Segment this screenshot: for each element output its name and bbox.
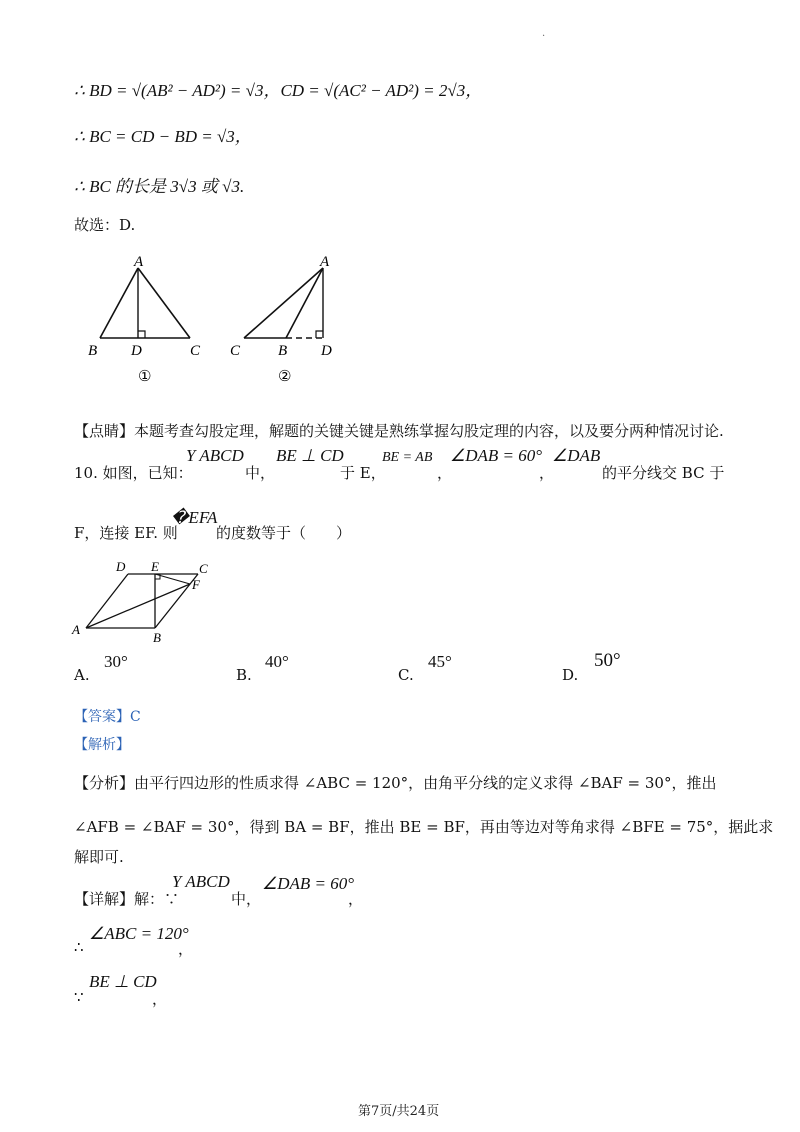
option-b-letter: B.	[236, 666, 252, 684]
fig3-label-e: E	[151, 559, 159, 574]
fig2-caption: ②	[278, 367, 292, 385]
q10-yu-e: 于 E，	[340, 464, 386, 482]
dianjing-note: 【点睛】本题考查勾股定理，解题的关键关键是熟练掌握勾股定理的内容，以及要分两种情况讨论.	[74, 422, 724, 440]
option-d-value: 50°	[594, 650, 621, 671]
fig1-label-b: B	[88, 343, 98, 359]
fenxi-line-1: 【分析】由平行四边形的性质求得 ∠ABC = 120°，由角平分线的定义求得 ∠BAF = 30°，推出	[74, 774, 717, 792]
fig3-label-b: B	[153, 630, 161, 645]
header-mark: .	[542, 28, 546, 39]
line-bc: ∴ BC = CD − BD = √3，	[74, 127, 252, 146]
q10-angle-efa: �EFA	[171, 508, 218, 527]
fenxi-line-3: 解即可.	[74, 848, 124, 866]
q10-angle-dab: ∠DAB = 60°	[450, 446, 543, 465]
analysis-tag: 【解析】	[74, 737, 130, 753]
fig3-label-a: A	[72, 622, 80, 637]
fig1-caption: ①	[138, 367, 152, 385]
q10-angle-dab-2: ∠DAB	[552, 446, 601, 465]
option-d-letter: D.	[562, 666, 579, 684]
xiangjie-be-perp-cd: BE ⊥ CD	[89, 972, 157, 991]
q10-line2-c: 的度数等于（ ）	[216, 524, 352, 542]
line-choose-d: 故选：D.	[74, 216, 136, 234]
fenxi-line-2: ∠AFB = ∠BAF = 30°，得到 BA = BF，推出 BE = BF，再由等边对等角求得 ∠BFE = 75°，据此求	[74, 818, 774, 836]
fig2-label-a: A	[320, 254, 330, 270]
triangle-figure-1	[80, 252, 220, 387]
q10-line2-a: F，连接 EF. 则	[74, 524, 178, 542]
xiangjie-angle-dab: ∠DAB = 60°	[262, 874, 355, 893]
xiangjie-comma: ，	[348, 890, 364, 908]
q10-prefix: 10. 如图，已知：	[74, 464, 193, 482]
fig2-label-d: D	[321, 343, 332, 359]
triangle-figure-2	[226, 252, 356, 387]
option-a-value: 30°	[104, 652, 128, 671]
option-a-letter: A.	[74, 666, 90, 684]
fig1-label-a: A	[134, 254, 144, 270]
therefore-symbol: ∴	[74, 938, 84, 956]
xiangjie-comma-3: ，	[152, 990, 168, 1008]
fig2-label-c: C	[230, 343, 241, 359]
option-c-letter: C.	[398, 666, 414, 684]
option-b-value: 40°	[265, 652, 289, 671]
q10-be-perp-cd: BE ⊥ CD	[276, 446, 344, 465]
because-symbol: ∵	[74, 988, 84, 1006]
parallelogram-figure	[70, 558, 230, 648]
fig1-label-c: C	[190, 343, 201, 359]
fig3-label-c: C	[199, 561, 208, 576]
q10-be-ab: BE = AB	[382, 450, 433, 465]
xiangjie-comma-2: ，	[178, 940, 194, 958]
q10-bisector: 的平分线交 BC 于	[602, 464, 725, 482]
q10-zhong: 中，	[245, 464, 276, 482]
option-c-value: 45°	[428, 652, 452, 671]
fig3-label-f: F	[192, 577, 200, 592]
q10-parallelogram: Y ABCD	[186, 446, 244, 465]
q10-comma-2: ，	[539, 464, 555, 482]
xiangjie-zhong: 中，	[231, 890, 262, 908]
page-footer: 第7页/共24页	[358, 1104, 440, 1119]
fig2-label-b: B	[278, 343, 288, 359]
fig3-label-d: D	[116, 559, 126, 574]
xiangjie-angle-abc: ∠ABC = 120°	[89, 924, 189, 943]
xiangjie-prefix: 【详解】解：∵	[74, 890, 180, 908]
line-bd-cd: ∴ BD = √(AB² − AD²) = √3，CD = √(AC² − AD²) = 2√3，	[74, 81, 483, 100]
line-bc-length: ∴ BC 的长是 3√3 或 √3.	[74, 177, 245, 196]
answer-tag: 【答案】C	[74, 709, 141, 725]
fig1-label-d: D	[131, 343, 142, 359]
xiangjie-parallelogram: Y ABCD	[172, 872, 230, 891]
q10-comma-1: ，	[437, 464, 453, 482]
